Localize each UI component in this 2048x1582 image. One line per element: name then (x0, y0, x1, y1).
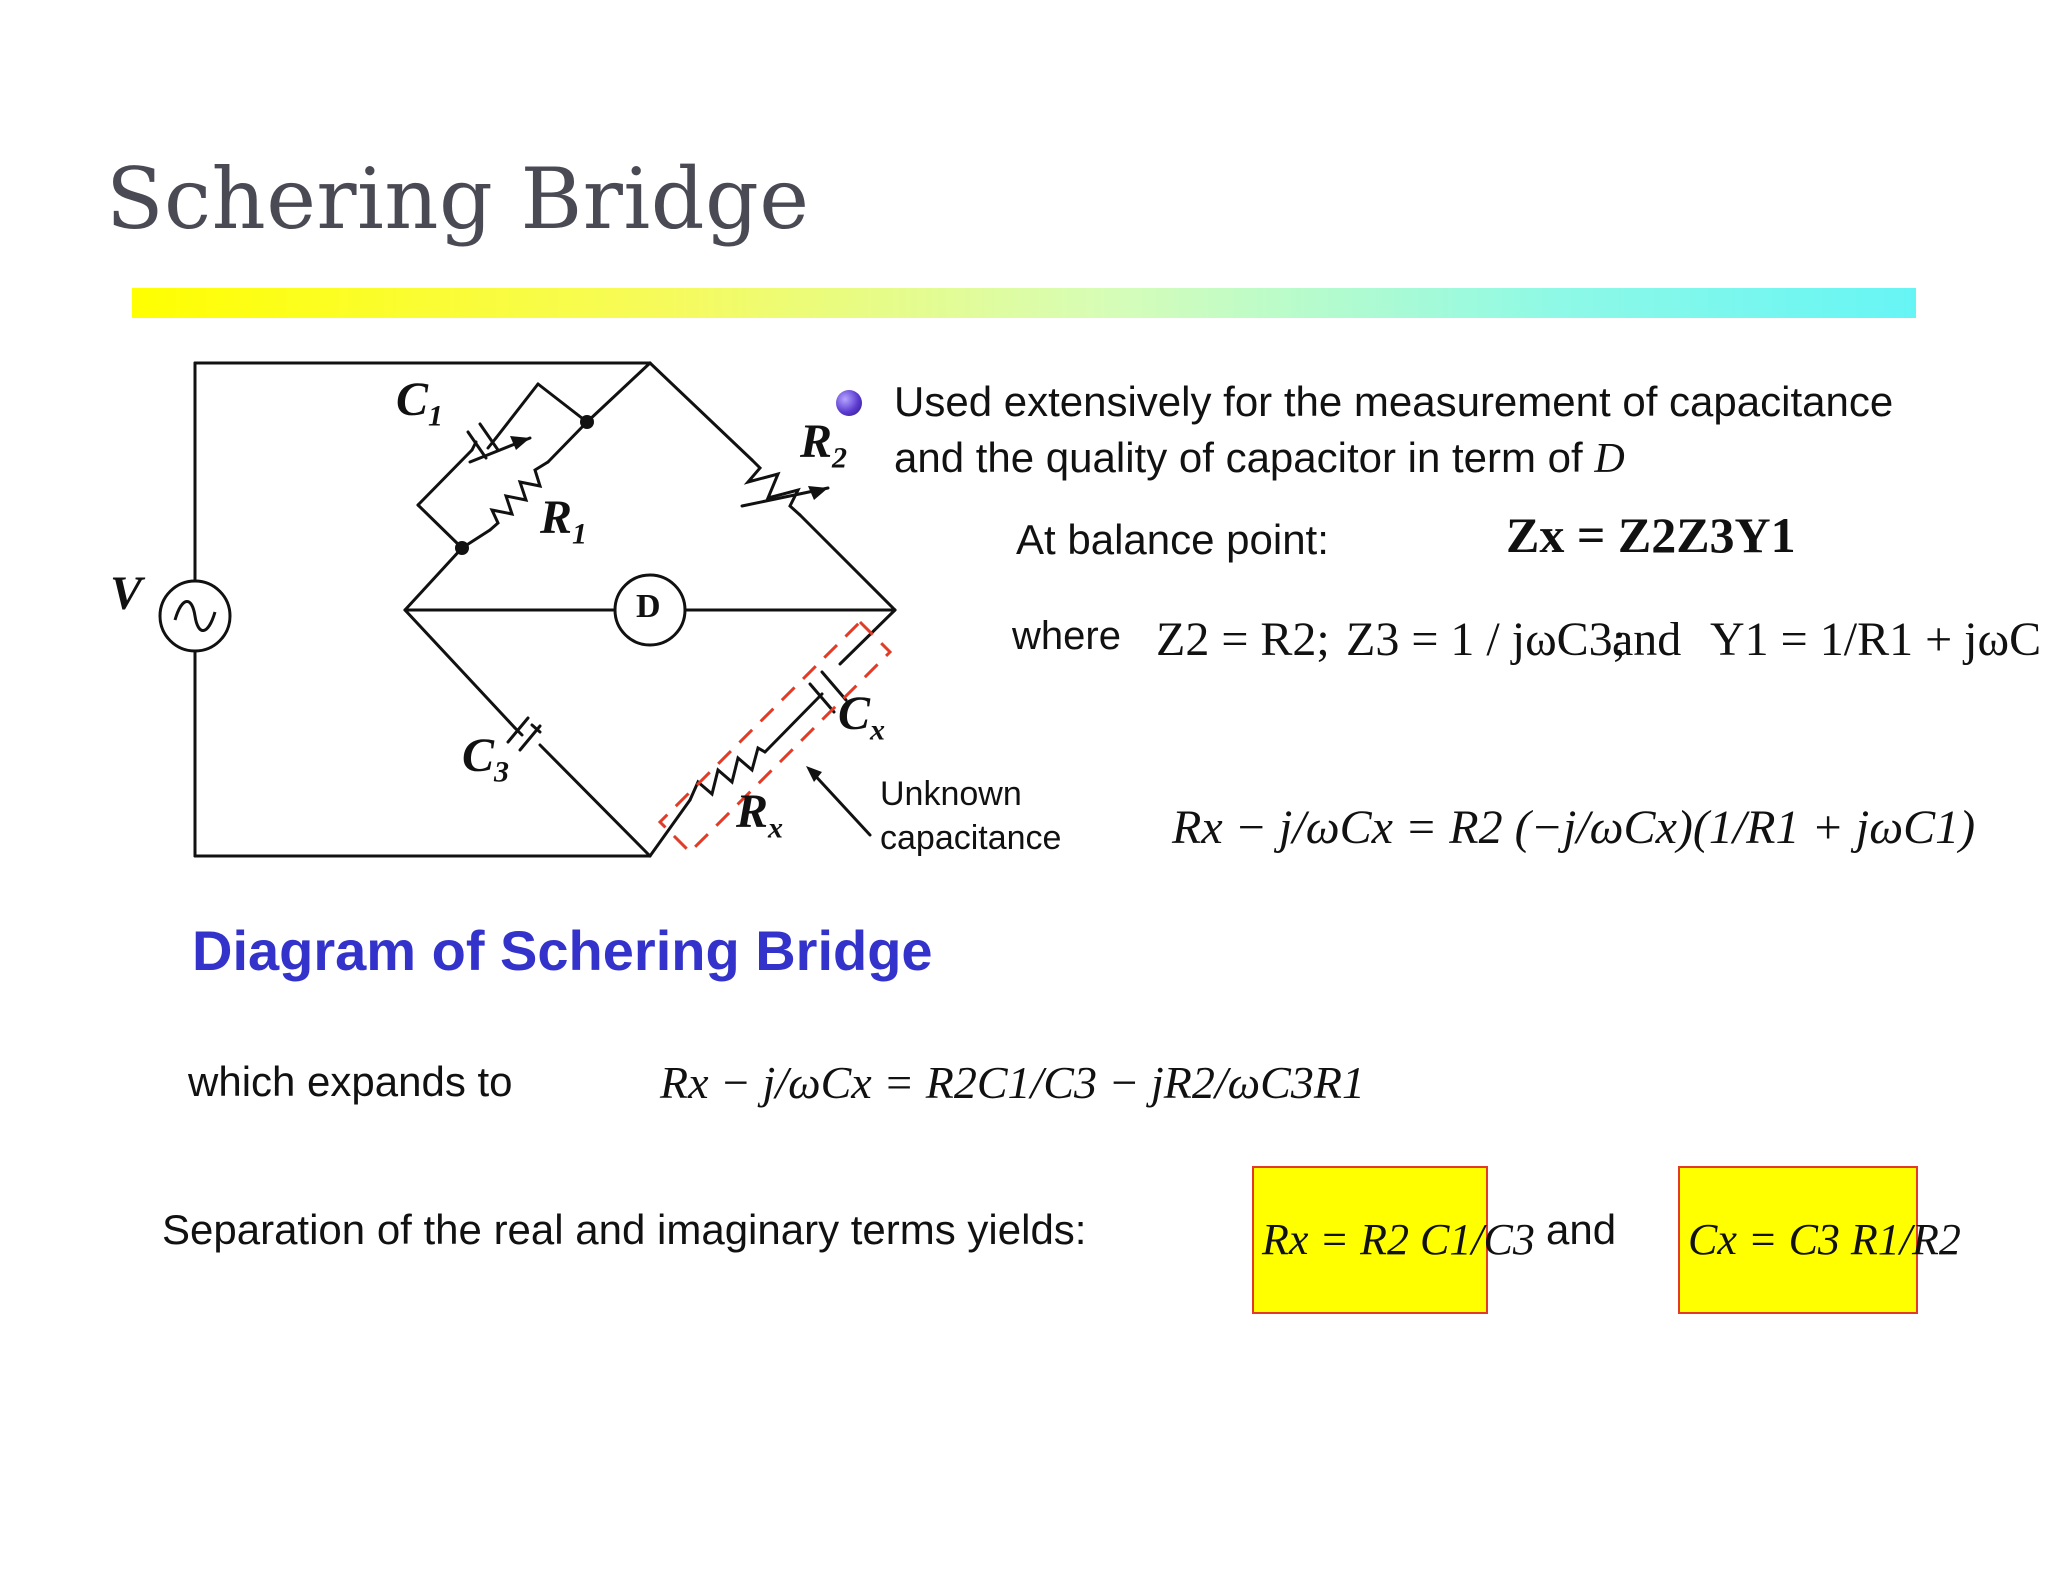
bullet-line-1: Used extensively for the measurement of capacitance (894, 378, 1894, 425)
bullet-icon (836, 390, 862, 416)
label-rx: $R_x$ (736, 785, 784, 845)
page-title: Schering Bridge (106, 150, 810, 248)
y1-definition: Y1 = 1/R1 + jωC (1710, 613, 2042, 666)
cx-result: Cx = C3 R1/R2 (1688, 1215, 1961, 1264)
label-r1: $R_1$ (540, 491, 588, 551)
where-label: where (1012, 614, 1121, 658)
label-c3: $C_3$ (462, 729, 510, 789)
balance-label: At balance point: (1016, 516, 1329, 563)
label-c1: $C_1$ (396, 373, 444, 433)
z3-definition: Z3 = 1 / jωC3; (1346, 613, 1627, 666)
z2-definition: Z2 = R2; (1156, 613, 1330, 666)
label-r2: $R_2$ (800, 415, 848, 475)
bullet-line-2: and the quality of capacitor in term of D (894, 434, 1625, 482)
balance-equation: Zx = Z2Z3Y1 (1506, 507, 1796, 563)
diagram-caption: Diagram of Schering Bridge (192, 919, 933, 982)
detector-label: D (636, 588, 661, 625)
expands-label: which expands to (188, 1058, 513, 1105)
unknown-capacitance-annotation: Unknown capacitance (880, 775, 1062, 857)
and-word-2: and (1546, 1206, 1617, 1253)
cx-result-box (1678, 1166, 1961, 1314)
label-v: V (110, 567, 143, 620)
title-underline-gradient (132, 288, 1916, 318)
rx-result-box (1252, 1166, 1535, 1314)
and-word-1: and (1612, 613, 1682, 666)
balance-expanded-equation: Rx − j/ωCx = R2 (−j/ωCx)(1/R1 + jωC1) (1172, 801, 1976, 854)
rx-result: Rx = R2 C1/C3 (1262, 1215, 1535, 1264)
expanded-equation: Rx − j/ωCx = R2C1/C3 − jR2/ωC3R1 (660, 1057, 1365, 1108)
label-cx: $C_x$ (838, 687, 886, 747)
separation-label: Separation of the real and imaginary terms yields: (162, 1206, 1087, 1253)
